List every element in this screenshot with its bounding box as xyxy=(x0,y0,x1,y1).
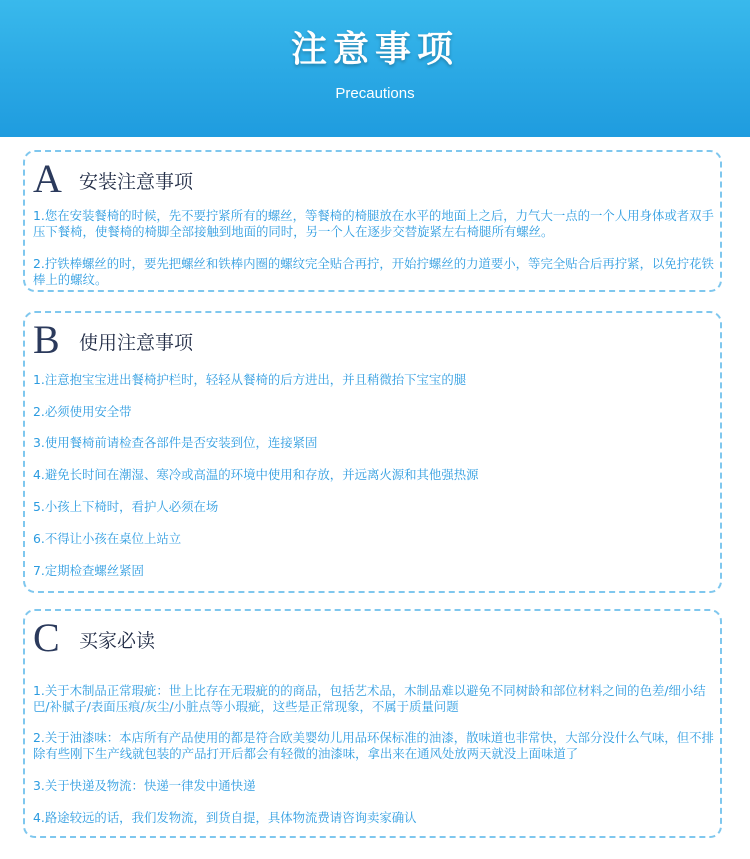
list-item: 4.避免长时间在潮湿、寒冷或高温的环境中使用和存放，并远离火源和其他强热源 xyxy=(33,467,479,482)
header-banner xyxy=(0,0,750,137)
section-letter: B xyxy=(33,317,60,362)
list-item: 3.关于快递及物流：快递一律发中通快递 xyxy=(33,778,256,793)
section-title: 安装注意事项 xyxy=(79,171,194,193)
section-title: 买家必读 xyxy=(79,630,156,652)
page-subtitle: Precautions xyxy=(335,85,415,102)
list-item: 3.使用餐椅前请检查各部件是否安装到位，连接紧固 xyxy=(33,435,318,450)
list-item: 2.必须使用安全带 xyxy=(33,404,132,419)
section-installation xyxy=(23,150,722,292)
list-item: 6.不得让小孩在桌位上站立 xyxy=(33,531,182,546)
page-title: 注意事项 xyxy=(290,29,459,70)
list-item: 5.小孩上下椅时，看护人必须在场 xyxy=(33,499,219,514)
list-item: 2.拧铁棒螺丝的时，要先把螺丝和铁棒内圈的螺纹完全贴合再拧，开始拧螺丝的力道要小，等完全贴合后再拧紧，以免拧花铁棒上的螺纹。 xyxy=(33,256,714,287)
section-buyer-notes xyxy=(23,609,722,838)
list-item: 1.关于木制品正常瑕疵：世上比存在无瑕疵的的商品，包括艺术品，木制品难以避免不同树龄和部位材料之间的色差/细小结巴/补腻子/表面压痕/灰尘/小脏点等小瑕疵，这些是正常现象，不属于质量问题 xyxy=(33,683,706,714)
list-item: 1.注意抱宝宝进出餐椅护栏时，轻轻从餐椅的后方进出，并且稍微抬下宝宝的腿 xyxy=(33,372,467,387)
section-letter: A xyxy=(33,156,62,201)
list-item: 4.路途较远的话，我们发物流，到货自提，具体物流费请咨询卖家确认 xyxy=(33,810,417,825)
list-item: 7.定期检查螺丝紧固 xyxy=(33,563,144,578)
list-item: 2.关于油漆味：本店所有产品使用的都是符合欧美婴幼儿用品环保标准的油漆，散味道也非常快，大部分没什么气味，但不排除有些刚下生产线就包装的产品打开后都会有轻微的油漆味，拿出来在通风处放两天就没上面味道了 xyxy=(33,730,714,761)
list-item: 1.您在安装餐椅的时候，先不要拧紧所有的螺丝，等餐椅的椅腿放在水平的地面上之后，力气大一点的一个人用身体或者双手压下餐椅，使餐椅的椅脚全部接触到地面的同时，另一个人在逐步交替旋紧左右椅腿所有螺丝。 xyxy=(33,208,714,239)
section-letter: C xyxy=(33,615,60,660)
section-title: 使用注意事项 xyxy=(79,332,194,354)
section-usage xyxy=(23,311,722,593)
